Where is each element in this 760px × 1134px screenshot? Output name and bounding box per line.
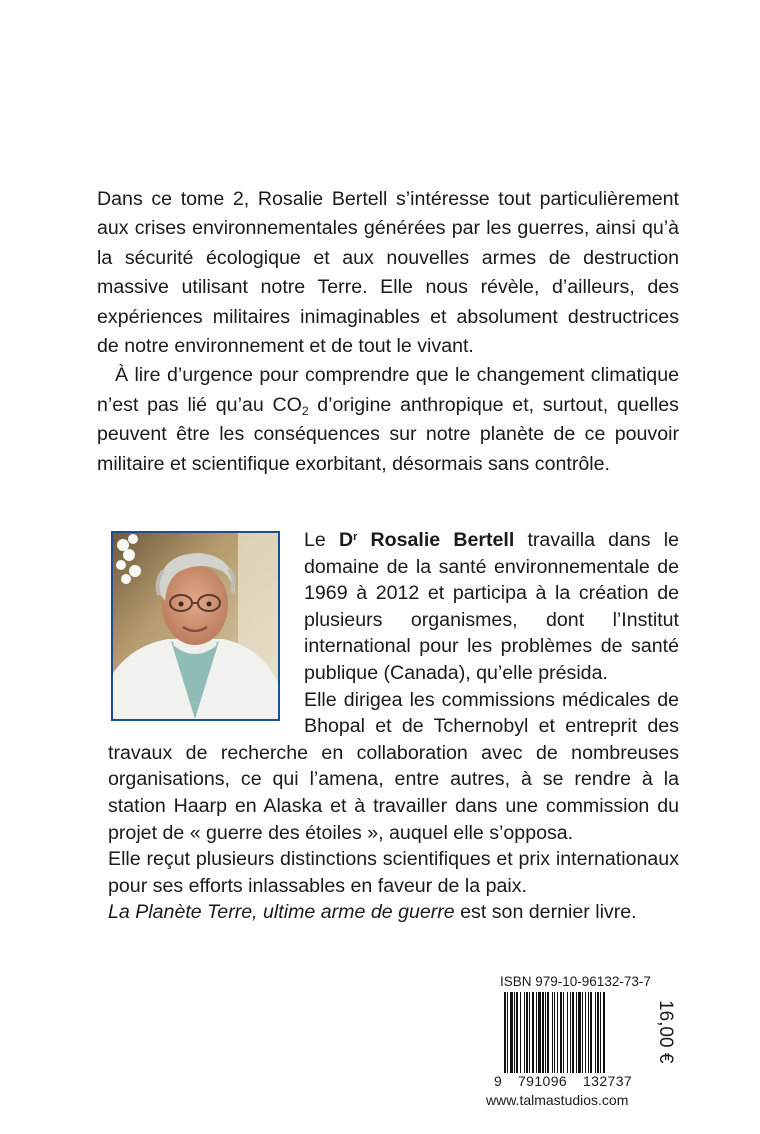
- barcode-block: [480, 974, 680, 1114]
- author-name: [339, 529, 514, 551]
- price-label: 16,00 €: [655, 1000, 676, 1064]
- bio-intro-rest: travailla dans le domaine de la santé environnementale de 1969 à 2012 et participa à la création de plusieurs organismes, dont l’Institut international pour les problèmes de santé publique (Canada), qu’elle présida.: [304, 529, 679, 684]
- author-name-text: Rosalie Bertell: [357, 529, 515, 551]
- blurb-paragraph-2-start: À lire d’urgence pour comprendre que le changement climatique n’est pas lié qu’au CO: [97, 364, 679, 416]
- isbn-number: ISBN 979-10-96132-73-7: [500, 974, 651, 989]
- book-blurb: [97, 185, 679, 479]
- bio-last-line-rest: est son dernier livre.: [454, 901, 637, 924]
- author-title-superscript: r: [353, 531, 358, 543]
- author-title-prefix: D: [338, 529, 354, 551]
- barcode-group-1: 791096: [518, 1073, 568, 1089]
- blurb-paragraph-2-end: d’origine anthropique et, surtout, quelles peuvent être les conséquences sur notre planète de ce pouvoir militaire et scientifique exorbitant, désormais sans contrôle.: [97, 393, 679, 475]
- barcode-group-2: 132737: [583, 1073, 633, 1089]
- book-title: La Planète Terre, ultime arme de guerre: [108, 901, 455, 924]
- publisher-website: www.talmastudios.com: [486, 1092, 629, 1108]
- bio-intro-le: Le: [304, 529, 339, 551]
- blurb-paragraph-1: Dans ce tome 2, Rosalie Bertell s’intéresse tout particulièrement aux crises environnementales générées par les guerres, ainsi qu’à la sécurité écologique et aux nouvelles armes de destruction massive utilisant notre Terre. Elle nous révèle, d’ailleurs, des expériences militaires inimaginables et absolument destructrices de notre environnement et de tout le vivant.: [97, 188, 679, 358]
- bio-paragraph-4: [108, 899, 679, 926]
- author-portrait-icon: [113, 533, 278, 719]
- barcode-first-digit: 9: [494, 1073, 503, 1089]
- author-biography: [108, 527, 679, 926]
- author-photo: [111, 531, 280, 721]
- co2-subscript: 2: [301, 403, 309, 418]
- bio-paragraph-3: Elle reçut plusieurs distinctions scientifiques et prix internationaux pour ses efforts inlassables en faveur de la paix.: [108, 848, 679, 897]
- barcode-digits: [494, 1073, 646, 1089]
- bio-paragraph-2: Elle dirigea les commissions médicales de Bhopal et de Tchernobyl et entreprit des travaux de recherche en collaboration avec de nombreuses organisations, ce qui l’amena, entre autres, à se rendre à la station Haarp en Alaska et à travailler dans une commission du projet de « guerre des étoiles », auquel elle s’opposa.: [108, 688, 679, 844]
- blurb-paragraph-2: [97, 361, 679, 479]
